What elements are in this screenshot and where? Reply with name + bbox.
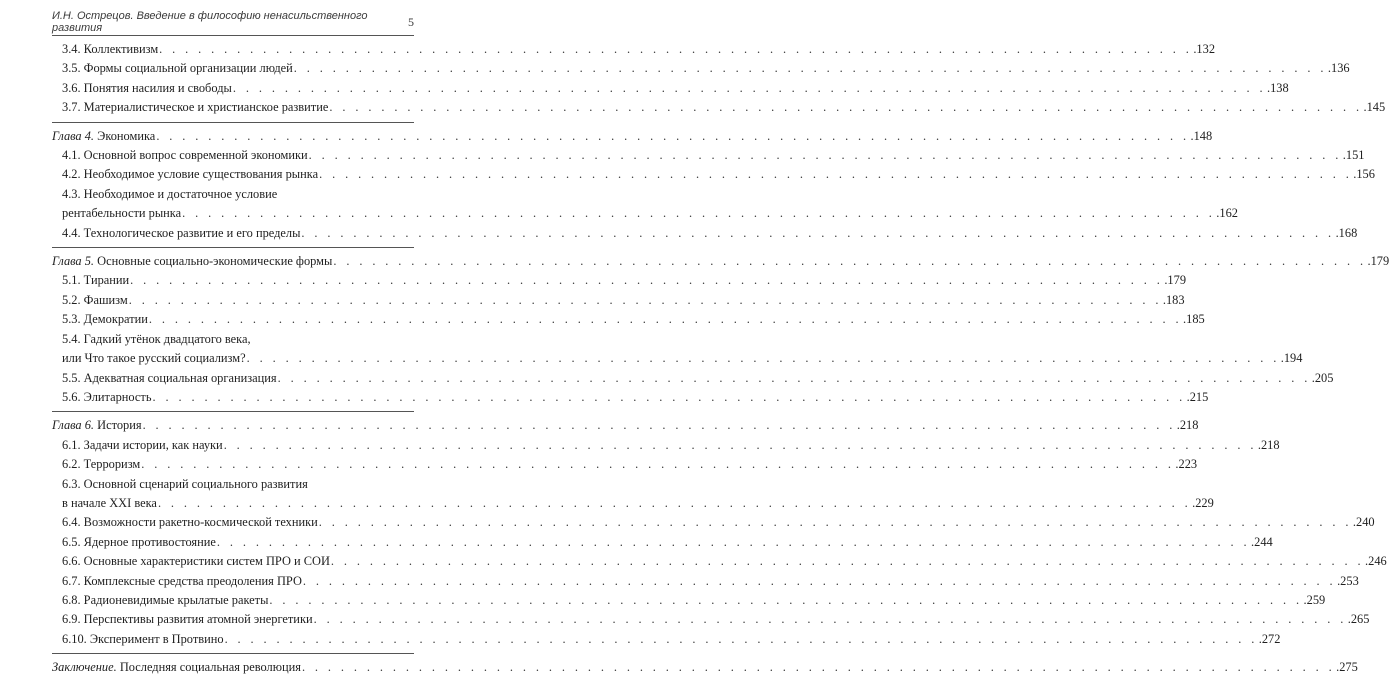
page-ref: .253	[1337, 573, 1359, 588]
entry-title: 3.7. Материалистическое и христианское развитие	[62, 100, 329, 115]
page-ref: .272	[1258, 631, 1281, 646]
page-ref: .218	[1257, 437, 1280, 452]
entry-title: или Что такое русский социализм?	[62, 351, 246, 366]
dot-leader: . . . . . . . . . . . . . . . . . . . . . . . . . . . . . . . . . . . . . . . . . . . . . . . . . . . . . . . . . . . . . . . . . . . . . . . . . . . . . . . .	[308, 148, 1342, 163]
dot-leader: . . . . . . . . . . . . . . . . . . . . . . . . . . . . . . . . . . . . . . . . . . . . . . . . . . . . . . . . . . . . . . . . . . . . . . . . . . . . . . . .	[329, 100, 1363, 115]
entry-title: 6.4. Возможности ракетно-космической техники	[62, 515, 318, 530]
entry-title: 3.6. Понятия насилия и свободы	[62, 80, 232, 95]
entry-title: рентабельности рынка	[62, 206, 182, 221]
entry-title: 3.5. Формы социальной организации людей	[62, 61, 293, 76]
dot-leader: . . . . . . . . . . . . . . . . . . . . . . . . . . . . . . . . . . . . . . . . . . . . . . . . . . . . . . . . . . . . . . . . . . . . . . . . . . . . . . . .	[130, 273, 1164, 288]
entry-title: 6.10. Эксперимент в Протвино	[62, 631, 224, 646]
dot-leader: . . . . . . . . . . . . . . . . . . . . . . . . . . . . . . . . . . . . . . . . . . . . . . . . . . . . . . . . . . . . . . . . . . . . . . . . . . . . . . . .	[246, 351, 1280, 366]
chapter-title: Экономика	[97, 128, 156, 143]
toc-entry[interactable]	[52, 455, 1198, 474]
dot-leader: . . . . . . . . . . . . . . . . . . . . . . . . . . . . . . . . . . . . . . . . . . . . . . . . . . . . . . . . . . . . . . . . . . . . . . . . . . . . . . . .	[182, 206, 1216, 221]
toc-entry[interactable]	[52, 40, 1216, 59]
toc-entry[interactable]	[52, 513, 1375, 532]
dot-leader: . . . . . . . . . . . . . . . . . . . . . . . . . . . . . . . . . . . . . . . . . . . . . . . . . . . . . . . . . . . . . . . . . . . . . . . . . . . . . . . .	[223, 437, 1257, 452]
header-rule	[52, 35, 414, 36]
page-ref: .218	[1176, 418, 1199, 433]
toc-entry[interactable]	[52, 185, 1238, 224]
page-ref: .194	[1280, 351, 1303, 366]
page-ref: .205	[1311, 370, 1334, 385]
dot-leader: . . . . . . . . . . . . . . . . . . . . . . . . . . . . . . . . . . . . . . . . . . . . . . . . . . . . . . . . . . . . . . . . . . . . . . . . . . . . . . . .	[148, 312, 1183, 327]
dot-leader: . . . . . . . . . . . . . . . . . . . . . . . . . . . . . . . . . . . . . . . . . . . . . . . . . . . . . . . . . . . . . . . . . . . . . . . . . . . . . . . .	[333, 254, 1367, 269]
chapter-title: Основные социально-экономические формы	[97, 254, 333, 269]
dot-leader: . . . . . . . . . . . . . . . . . . . . . . . . . . . . . . . . . . . . . . . . . . . . . . . . . . . . . . . . . . . . . . . . . . . . . . . . . . . . . . . .	[157, 495, 1192, 510]
dot-leader: . . . . . . . . . . . . . . . . . . . . . . . . . . . . . . . . . . . . . . . . . . . . . . . . . . . . . . . . . . . . . . . . . . . . . . . . . . . . . . . .	[141, 457, 1175, 472]
page-ref: .156	[1353, 167, 1375, 182]
dot-leader: . . . . . . . . . . . . . . . . . . . . . . . . . . . . . . . . . . . . . . . . . . . . . . . . . . . . . . . . . . . . . . . . . . . . . . . . . . . . . . . .	[152, 389, 1186, 404]
entry-title: 6.8. Радионевидимые крылатые ракеты	[62, 592, 269, 607]
running-header	[52, 10, 414, 34]
page-ref: .244	[1251, 534, 1273, 549]
toc-chapter-4-entries	[52, 146, 1375, 243]
entry-title: 5.1. Тирании	[62, 273, 130, 288]
page-ref: .265	[1347, 612, 1370, 627]
dot-leader: . . . . . . . . . . . . . . . . . . . . . . . . . . . . . . . . . . . . . . . . . . . . . . . . . . . . . . . . . . . . . . . . . . . . . . . . . . . . . . . .	[159, 42, 1193, 56]
entry-title: 3.4. Коллективизм	[62, 42, 159, 56]
dot-leader: . . . . . . . . . . . . . . . . . . . . . . . . . . . . . . . . . . . . . . . . . . . . . . . . . . . . . . . . . . . . . . . . . . . . . . . . . . . . . . . .	[302, 573, 1337, 588]
dot-leader: . . . . . . . . . . . . . . . . . . . . . . . . . . . . . . . . . . . . . . . . . . . . . . . . . . . . . . . . . . . . . . . . . . . . . . . . . . . . . . . .	[313, 612, 1347, 627]
section-divider	[52, 122, 414, 123]
dot-leader: . . . . . . . . . . . . . . . . . . . . . . . . . . . . . . . . . . . . . . . . . . . . . . . . . . . . . . . . . . . . . . . . . . . . . . . . . . . . . . . .	[224, 631, 1258, 646]
entry-title: 6.5. Ядерное противостояние	[62, 534, 216, 549]
page-ref: .179	[1367, 254, 1389, 269]
entry-title: 6.9. Перспективы развития атомной энергетики	[62, 612, 313, 627]
toc-entry[interactable]	[52, 630, 1281, 649]
page-ref: .162	[1216, 206, 1238, 221]
toc-entry[interactable]	[52, 59, 1350, 78]
entry-title: 6.2. Терроризм	[62, 457, 141, 472]
page-ref: .223	[1175, 457, 1198, 472]
chapter-number: Глава 5.	[52, 254, 95, 269]
entry-title: 4.2. Необходимое условие существования рынка	[62, 167, 319, 182]
toc-chapter-6-entries	[52, 436, 1387, 649]
toc-entry[interactable]	[52, 98, 1386, 117]
dot-leader: . . . . . . . . . . . . . . . . . . . . . . . . . . . . . . . . . . . . . . . . . . . . . . . . . . . . . . . . . . . . . . . . . . . . . . . . . . . . . . . .	[142, 418, 1176, 433]
chapter-title: История	[97, 418, 142, 433]
entry-title: 6.1. Задачи истории, как науки	[62, 437, 223, 452]
dot-leader: . . . . . . . . . . . . . . . . . . . . . . . . . . . . . . . . . . . . . . . . . . . . . . . . . . . . . . . . . . . . . . . . . . . . . . . . . . . . . . . .	[318, 515, 1352, 530]
page-ref: .240	[1352, 515, 1375, 530]
conclusion-label: Заключение.	[52, 660, 117, 675]
chapter-number: Глава 4.	[52, 128, 95, 143]
toc-entry[interactable]	[52, 591, 1326, 610]
toc-section-3-entries	[52, 40, 1386, 118]
toc-entry[interactable]	[52, 224, 1358, 243]
page-ref: .215	[1186, 389, 1209, 404]
page-number: 5	[408, 14, 414, 29]
entry-row	[62, 204, 1238, 223]
entry-title: 6.7. Комплексные средства преодоления ПРО	[62, 573, 302, 588]
toc-entry[interactable]	[52, 291, 1185, 310]
dot-leader: . . . . . . . . . . . . . . . . . . . . . . . . . . . . . . . . . . . . . . . . . . . . . . . . . . . . . . . . . . . . . . . . . . . . . . . . . . . . . . . .	[277, 370, 1311, 385]
entry-row	[62, 494, 1214, 513]
dot-leader: . . . . . . . . . . . . . . . . . . . . . . . . . . . . . . . . . . . . . . . . . . . . . . . . . . . . . . . . . . . . . . . . . . . . . . . . . . . . . . . .	[293, 61, 1327, 76]
entry-title: 4.4. Технологическое развитие и его пределы	[62, 225, 301, 240]
section-divider	[52, 411, 414, 412]
toc-entry[interactable]	[52, 533, 1273, 552]
page-ref: .185	[1183, 312, 1205, 327]
dot-leader: . . . . . . . . . . . . . . . . . . . . . . . . . . . . . . . . . . . . . . . . . . . . . . . . . . . . . . . . . . . . . . . . . . . . . . . . . . . . . . . .	[269, 592, 1303, 607]
entry-title-line1: 5.4. Гадкий утёнок двадцатого века,	[62, 331, 251, 346]
toc-entry[interactable]	[52, 436, 1280, 455]
page-ref: .275	[1336, 660, 1358, 675]
toc-entry[interactable]	[52, 165, 1375, 184]
toc-entry[interactable]	[52, 572, 1359, 591]
entry-title: 5.6. Элитарность	[62, 389, 152, 404]
toc-entry[interactable]	[52, 310, 1205, 329]
conclusion-title: Последняя социальная революция	[119, 660, 301, 675]
toc-entry[interactable]	[52, 610, 1370, 629]
page-ref: .246	[1365, 554, 1387, 569]
entry-title: 4.1. Основной вопрос современной экономики	[62, 148, 308, 163]
page-ref: .151	[1342, 148, 1365, 163]
toc-entry[interactable]	[52, 146, 1365, 165]
entry-title-line1: 4.3. Необходимое и достаточное условие	[62, 186, 278, 201]
page-ref: .138	[1266, 80, 1289, 95]
entry-title-line1: 6.3. Основной сценарий социального развития	[62, 476, 308, 491]
page-ref: .229	[1192, 495, 1214, 510]
toc-entry[interactable]	[52, 475, 1214, 514]
page-ref: .148	[1190, 128, 1213, 143]
section-divider	[52, 653, 414, 654]
page-ref: .132	[1193, 42, 1216, 56]
dot-leader: . . . . . . . . . . . . . . . . . . . . . . . . . . . . . . . . . . . . . . . . . . . . . . . . . . . . . . . . . . . . . . . . . . . . . . . . . . . . . . . .	[301, 225, 1335, 240]
dot-leader: . . . . . . . . . . . . . . . . . . . . . . . . . . . . . . . . . . . . . . . . . . . . . . . . . . . . . . . . . . . . . . . . . . . . . . . . . . . . . . . .	[330, 554, 1365, 569]
toc-entry[interactable]	[52, 330, 1303, 369]
entry-title: 5.2. Фашизм	[62, 292, 128, 307]
page-ref: .183	[1162, 292, 1185, 307]
toc-chapter-4[interactable]	[52, 127, 1213, 146]
toc-chapter-6[interactable]	[52, 416, 1199, 435]
toc-conclusion[interactable]	[52, 658, 1358, 677]
toc-chapter-5-entries	[52, 271, 1334, 407]
entry-title: 6.6. Основные характеристики систем ПРО и СОИ	[62, 554, 330, 569]
toc-entry[interactable]	[52, 552, 1387, 571]
toc-entry[interactable]	[52, 79, 1289, 98]
dot-leader: . . . . . . . . . . . . . . . . . . . . . . . . . . . . . . . . . . . . . . . . . . . . . . . . . . . . . . . . . . . . . . . . . . . . . . . . . . . . . . . .	[128, 292, 1162, 307]
toc-chapter-5[interactable]	[52, 252, 1389, 271]
running-title	[52, 10, 408, 34]
entry-title: 5.3. Демократии	[62, 312, 148, 327]
entry-title: в начале XXI века	[62, 495, 157, 510]
header-book-title: Введение в философию ненасильственного развития	[52, 10, 368, 34]
chapter-number: Глава 6.	[52, 418, 95, 433]
section-divider	[52, 247, 414, 248]
dot-leader: . . . . . . . . . . . . . . . . . . . . . . . . . . . . . . . . . . . . . . . . . . . . . . . . . . . . . . . . . . . . . . . . . . . . . . . . . . . . . . . .	[301, 660, 1336, 675]
page-ref: .136	[1327, 61, 1350, 76]
table-of-contents	[52, 40, 1389, 678]
dot-leader: . . . . . . . . . . . . . . . . . . . . . . . . . . . . . . . . . . . . . . . . . . . . . . . . . . . . . . . . . . . . . . . . . . . . . . . . . . . . . . . .	[156, 128, 1190, 143]
entry-title: 5.5. Адекватная социальная организация	[62, 370, 277, 385]
entry-row	[62, 349, 1303, 368]
toc-entry[interactable]	[52, 369, 1334, 388]
dot-leader: . . . . . . . . . . . . . . . . . . . . . . . . . . . . . . . . . . . . . . . . . . . . . . . . . . . . . . . . . . . . . . . . . . . . . . . . . . . . . . . .	[232, 80, 1266, 95]
dot-leader: . . . . . . . . . . . . . . . . . . . . . . . . . . . . . . . . . . . . . . . . . . . . . . . . . . . . . . . . . . . . . . . . . . . . . . . . . . . . . . . .	[216, 534, 1251, 549]
dot-leader: . . . . . . . . . . . . . . . . . . . . . . . . . . . . . . . . . . . . . . . . . . . . . . . . . . . . . . . . . . . . . . . . . . . . . . . . . . . . . . . .	[319, 167, 1353, 182]
page-ref: .259	[1303, 592, 1326, 607]
header-authors: И.Н. Острецов.	[52, 10, 134, 22]
page-ref: .145	[1363, 100, 1386, 115]
toc-entry[interactable]	[52, 388, 1209, 407]
page-ref: .168	[1335, 225, 1358, 240]
page-ref: .179	[1164, 273, 1187, 288]
toc-entry[interactable]	[52, 271, 1187, 290]
